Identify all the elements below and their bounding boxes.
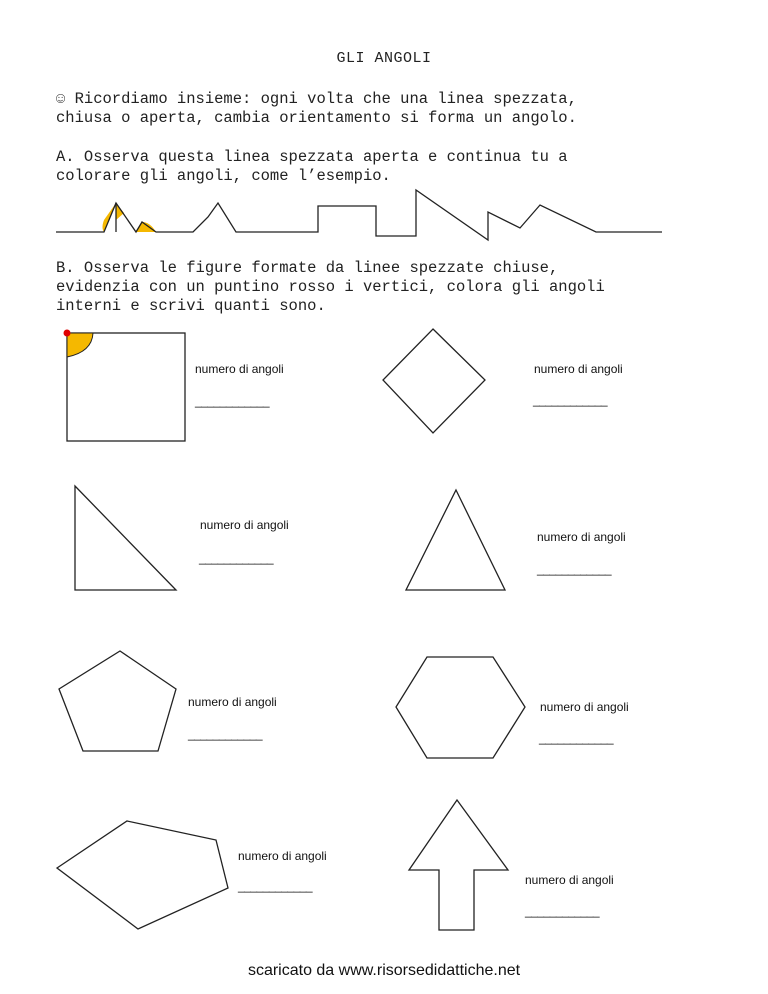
right-triangle-answer-line[interactable]: ____________ bbox=[199, 551, 274, 565]
section-b-line-3: interni e scrivi quanti sono. bbox=[56, 297, 326, 315]
arrow-label: numero di angoli bbox=[525, 873, 614, 887]
pentagon-shape bbox=[59, 651, 176, 751]
intro-line-1: ☺ Ricordiamo insieme: ogni volta che una linea spezzata, bbox=[56, 90, 577, 108]
arrow-shape bbox=[409, 800, 508, 930]
open-polyline bbox=[56, 190, 662, 240]
right-triangle-shape bbox=[75, 486, 176, 590]
triangle-answer-line[interactable]: ____________ bbox=[537, 562, 612, 576]
square-vertex-dot bbox=[64, 330, 71, 337]
square-label: numero di angoli bbox=[195, 362, 284, 376]
section-b-line-2: evidenzia con un puntino rosso i vertici, colora gli angoli bbox=[56, 278, 605, 296]
arrow-answer-line[interactable]: ____________ bbox=[525, 904, 600, 918]
hexagon-answer-line[interactable]: ____________ bbox=[539, 731, 614, 745]
irregular-pentagon-label: numero di angoli bbox=[238, 849, 327, 863]
section-b-line-1: B. Osserva le figure formate da linee spezzate chiuse, bbox=[56, 259, 559, 277]
square-answer-line[interactable]: ____________ bbox=[195, 394, 270, 408]
right-triangle-label: numero di angoli bbox=[200, 518, 289, 532]
rhombus-answer-line[interactable]: ____________ bbox=[533, 393, 608, 407]
hexagon-shape bbox=[396, 657, 525, 758]
square-angle-fill bbox=[67, 333, 93, 357]
intro-line-2: chiusa o aperta, cambia orientamento si forma un angolo. bbox=[56, 109, 577, 127]
pentagon-answer-line[interactable]: ____________ bbox=[188, 727, 263, 741]
triangle-shape bbox=[406, 490, 505, 590]
section-a-line-1: A. Osserva questa linea spezzata aperta e continua tu a bbox=[56, 148, 568, 166]
irregular-pentagon-shape bbox=[57, 821, 228, 929]
triangle-label: numero di angoli bbox=[537, 530, 626, 544]
irregular-pentagon-answer-line[interactable]: ____________ bbox=[238, 879, 313, 893]
footer-source: scaricato da www.risorsedidattiche.net bbox=[247, 962, 521, 979]
pentagon-label: numero di angoli bbox=[188, 695, 277, 709]
hexagon-label: numero di angoli bbox=[540, 700, 629, 714]
page-title: GLI ANGOLI bbox=[336, 50, 432, 67]
rhombus-label: numero di angoli bbox=[534, 362, 623, 376]
rhombus-shape bbox=[383, 329, 485, 433]
section-a-line-2: colorare gli angoli, come l’esempio. bbox=[56, 167, 391, 185]
